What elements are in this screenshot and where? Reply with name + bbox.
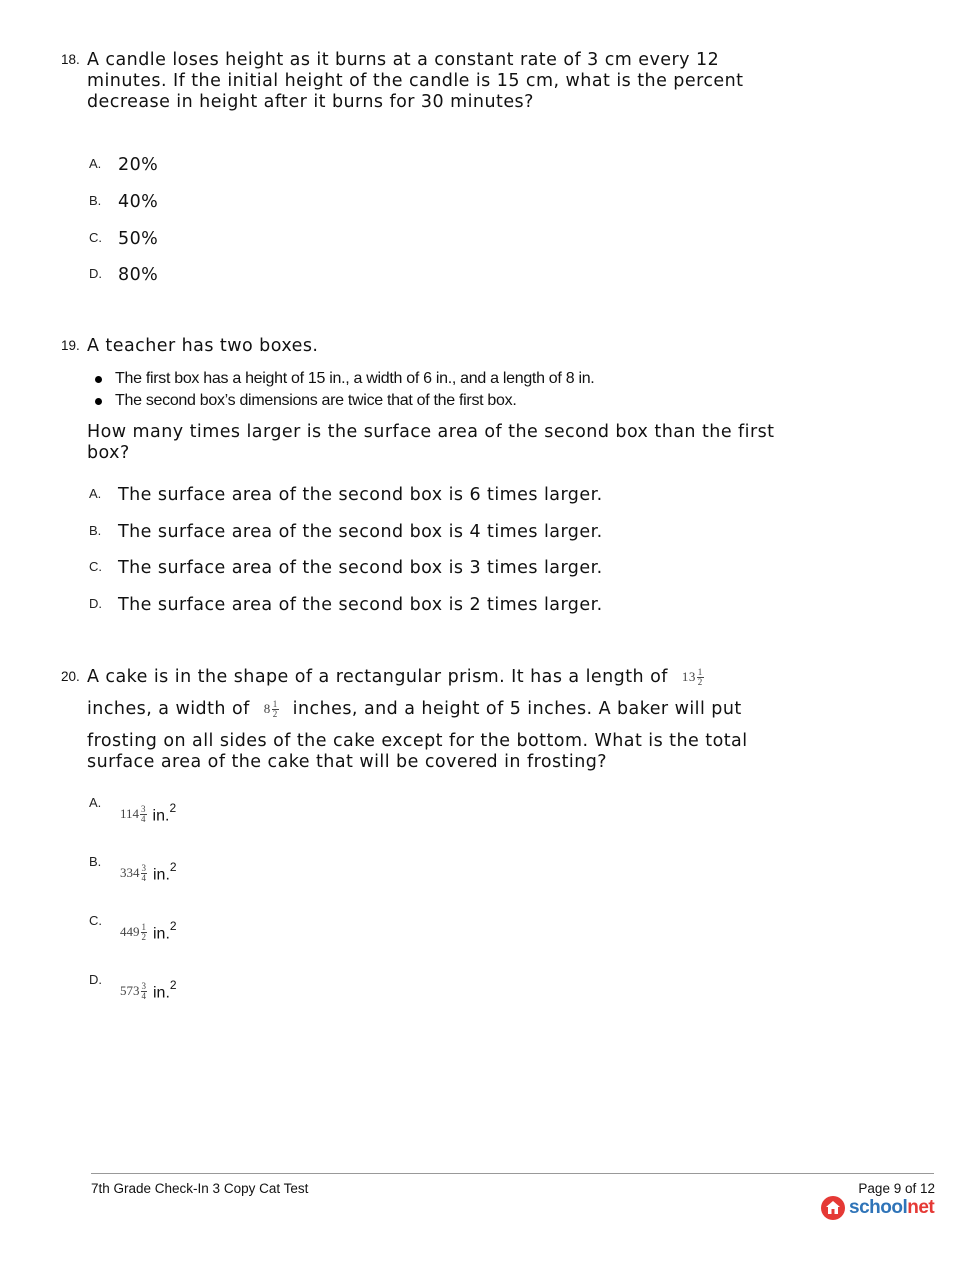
answer-option[interactable]	[0, 854, 979, 894]
question-text: frosting on all sides of the cake except for the bottom. What is the total	[87, 731, 748, 751]
question-text: inches, a width of	[87, 699, 250, 719]
option-letter: A.	[89, 486, 102, 501]
test-name: 7th Grade Check-In 3 Copy Cat Test	[91, 1181, 309, 1196]
question-intro: A teacher has two boxes.	[87, 336, 319, 356]
option-letter: C.	[89, 230, 102, 245]
option-letter: D.	[89, 266, 102, 281]
question-number: 20.	[61, 669, 80, 684]
option-letter: B.	[89, 854, 102, 869]
option-value: 114 $\frac{3}{4}$ in.$^2$	[120, 801, 177, 825]
option-value: 573 $\frac{3}{4}$ in.$^2$	[120, 978, 177, 1002]
answer-option[interactable]	[0, 795, 979, 835]
option-text: The surface area of the second box is 3 times larger.	[118, 558, 603, 578]
option-letter: C.	[89, 559, 102, 574]
answer-option[interactable]	[0, 265, 979, 289]
option-text: 20%	[118, 155, 159, 175]
option-text: The surface area of the second box is 4 times larger.	[118, 522, 603, 542]
bullet-icon	[95, 376, 102, 383]
schoolnet-logo	[820, 1194, 934, 1222]
answer-option[interactable]	[0, 485, 979, 509]
bullet-item: The second box’s dimensions are twice that of the first box.	[115, 392, 517, 409]
answer-option[interactable]	[0, 558, 979, 582]
option-value: 334 $\frac{3}{4}$ in.$^2$	[120, 860, 177, 884]
footer-divider	[91, 1173, 934, 1174]
option-text: 80%	[118, 265, 159, 285]
question-text-line	[87, 699, 742, 719]
answer-option[interactable]	[0, 155, 979, 179]
answer-option[interactable]	[0, 229, 979, 253]
question-text-line	[87, 667, 704, 687]
option-letter: D.	[89, 596, 102, 611]
option-text: The surface area of the second box is 2 times larger.	[118, 595, 603, 615]
question-text: A candle loses height as it burns at a constant rate of 3 cm every 12 minutes. If the initial height of the candle is 15 cm, what is the percent decrease in height after it burns for 30 minutes?	[87, 50, 744, 112]
answer-option[interactable]	[0, 972, 979, 1012]
option-text: The surface area of the second box is 6 times larger.	[118, 485, 603, 505]
question-text: surface area of the cake that will be covered in frosting?	[87, 752, 608, 772]
answer-option[interactable]	[0, 595, 979, 619]
answer-option[interactable]	[0, 913, 979, 953]
question-number: 18.	[61, 52, 80, 67]
option-letter: C.	[89, 913, 102, 928]
option-value: 449 $\frac{1}{2}$ in.$^2$	[120, 919, 177, 943]
answer-option[interactable]	[0, 192, 979, 216]
question-number: 19.	[61, 338, 80, 353]
option-letter: B.	[89, 523, 102, 538]
question-text: How many times larger is the surface area of the second box than the first box?	[87, 422, 775, 463]
option-letter: A.	[89, 795, 102, 810]
bullet-item: The first box has a height of 15 in., a width of 6 in., and a length of 8 in.	[115, 370, 595, 387]
logo-text: schoolnet	[849, 1197, 935, 1218]
width-fraction: 8 $\frac{1}{2}$	[263, 698, 278, 719]
option-letter: A.	[89, 156, 102, 171]
length-fraction: 13 $\frac{1}{2}$	[681, 666, 703, 687]
option-text: 40%	[118, 192, 159, 212]
question-text: inches, and a height of 5 inches. A baker will put	[292, 699, 742, 719]
page-number: Page 9 of 12	[858, 1181, 935, 1196]
option-letter: B.	[89, 193, 102, 208]
bullet-icon	[95, 398, 102, 405]
answer-option[interactable]	[0, 522, 979, 546]
house-icon	[820, 1195, 846, 1221]
option-text: 50%	[118, 229, 159, 249]
option-letter: D.	[89, 972, 102, 987]
question-text: A cake is in the shape of a rectangular prism. It has a length of	[87, 667, 668, 687]
